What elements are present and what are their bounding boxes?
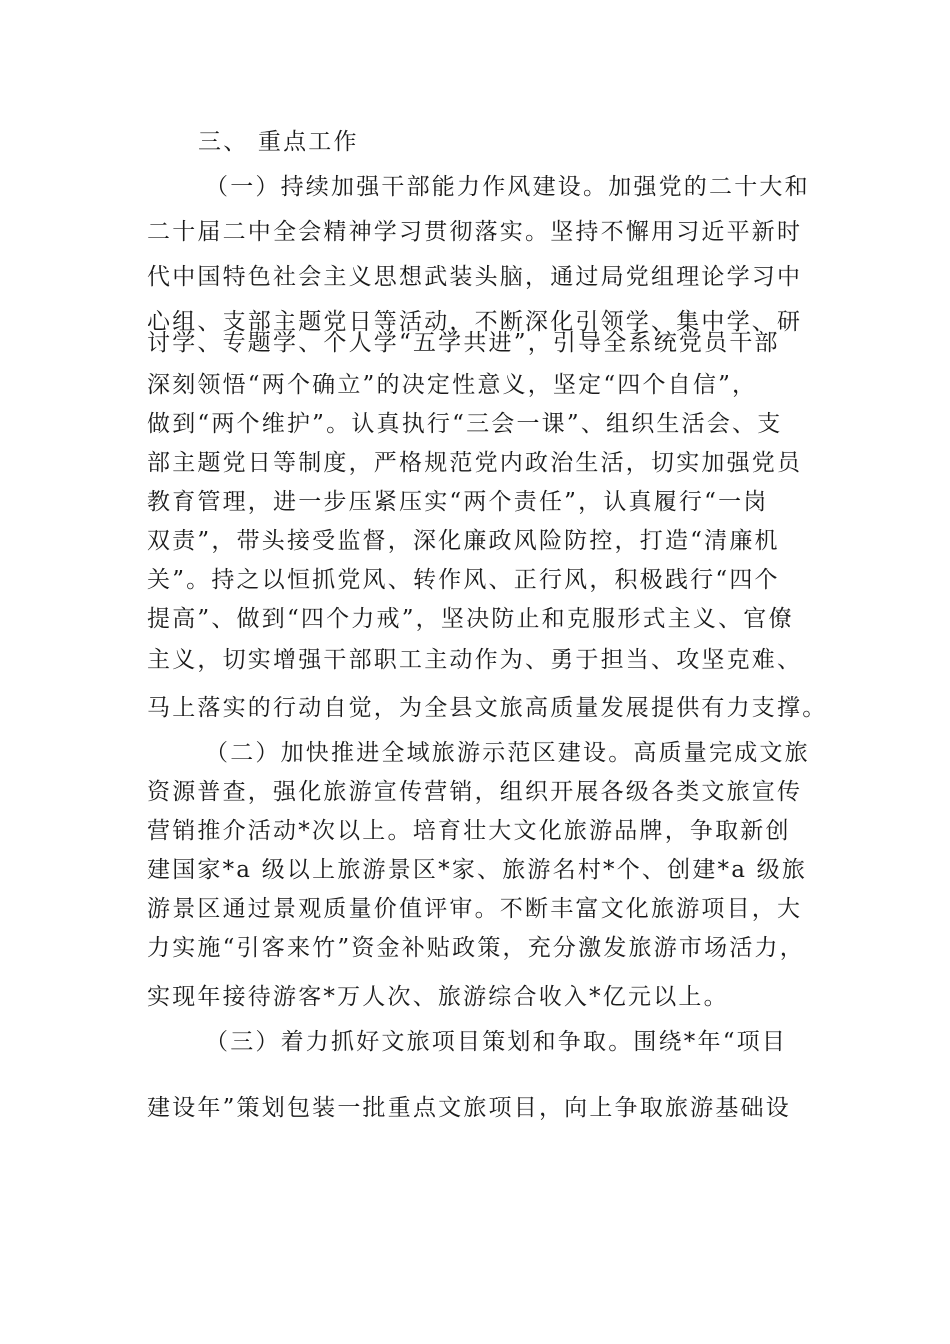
paragraph-line: 提高”、做到“四个力戒”，坚决防止和克服形式主义、官僚 bbox=[147, 606, 794, 632]
paragraph-line: 主义，切实增强干部职工主动作为、勇于担当、攻坚克难、 bbox=[147, 647, 803, 673]
paragraph-line: （一）持续加强干部能力作风建设。加强党的二十大和 bbox=[205, 174, 810, 200]
paragraph-line: （三）着力抓好文旅项目策划和争取。围绕*年“项目 bbox=[205, 1029, 788, 1055]
paragraph-line: （二）加快推进全域旅游示范区建设。高质量完成文旅 bbox=[205, 740, 810, 766]
paragraph-line: 心组、支部主题党日等活动，不断深化引领学、集中学、研 bbox=[147, 309, 803, 335]
paragraph-line: 代中国特色社会主义思想武装头脑，通过局党组理论学习中 bbox=[147, 264, 803, 290]
paragraph-line: 马上落实的行动自觉，为全县文旅高质量发展提供有力支撑。 bbox=[147, 695, 828, 721]
paragraph-line: 建国家*a 级以上旅游景区*家、旅游名村*个、创建*a 级旅 bbox=[147, 857, 808, 883]
paragraph-line: 深刻领悟“两个确立”的决定性意义，坚定“四个自信”， bbox=[147, 372, 758, 398]
paragraph-line: 建设年”策划包装一批重点文旅项目，向上争取旅游基础设 bbox=[147, 1095, 791, 1121]
paragraph-line: 教育管理，进一步压紧压实“两个责任”，认真履行“一岗 bbox=[147, 489, 769, 515]
paragraph-line: 部主题党日等制度，严格规范党内政治生活，切实加强党员 bbox=[147, 450, 803, 476]
paragraph-line: 实现年接待游客*万人次、旅游综合收入*亿元以上。 bbox=[147, 984, 729, 1010]
paragraph-line: 双责”，带头接受监督，深化廉政风险防控，打造“清廉机 bbox=[147, 528, 780, 554]
paragraph-line: 做到“两个维护”。认真执行“三会一课”、组织生活会、支 bbox=[147, 411, 783, 437]
paragraph-line: 资源普查，强化旅游宣传营销，组织开展各级各类文旅宣传 bbox=[147, 779, 803, 805]
paragraph-line: 二十届二中全会精神学习贯彻落实。坚持不懈用习近平新时 bbox=[147, 219, 803, 245]
section-heading: 三、 重点工作 bbox=[198, 129, 359, 155]
paragraph-line: 讨学、专题学、个人学“五学共进”，引导全系统党员干部 bbox=[147, 330, 780, 356]
paragraph-line: 营销推介活动*次以上。培育壮大文化旅游品牌，争取新创 bbox=[147, 818, 791, 844]
paragraph-line: 关”。持之以恒抓党风、转作风、正行风，积极践行“四个 bbox=[147, 567, 780, 593]
paragraph-line: 游景区通过景观质量价值评审。不断丰富文化旅游项目，大 bbox=[147, 896, 803, 922]
paragraph-line: 力实施“引客来竹”资金补贴政策，充分激发旅游市场活力， bbox=[147, 935, 805, 961]
